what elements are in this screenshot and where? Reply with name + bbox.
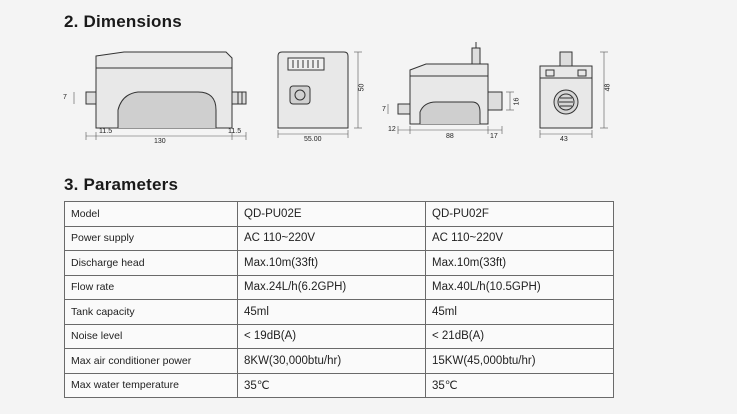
table-row — [65, 251, 614, 276]
front-width-dim: 55.00 — [304, 136, 322, 143]
param-value-f: < 21dB(A) — [426, 324, 614, 349]
side-view-drawing — [58, 48, 253, 148]
parameters-table — [64, 201, 614, 398]
outlet-height-dim: 16 — [513, 97, 521, 106]
table-row — [65, 226, 614, 251]
param-value-f: Max.10m(33ft) — [426, 251, 614, 276]
outlet-width-dim: 88 — [446, 133, 454, 140]
outlet-right-dim: 17 — [490, 133, 498, 140]
side-left-dim: 11.5 — [99, 128, 113, 135]
param-value-f: Max.40L/h(10.5GPH) — [426, 275, 614, 300]
end-view-illustration — [530, 48, 620, 148]
end-width-dim: 43 — [560, 136, 568, 143]
table-row — [65, 324, 614, 349]
param-label: Max air conditioner power — [65, 349, 238, 374]
param-label: Max water temperature — [65, 373, 238, 398]
param-label: Flow rate — [65, 275, 238, 300]
outlet-view-illustration — [380, 40, 530, 148]
dimensions-heading: 2. Dimensions — [64, 12, 182, 31]
front-height-dim: 50 — [358, 83, 366, 92]
param-value-e: AC 110~220V — [238, 226, 426, 251]
param-value-f: QD-PU02F — [426, 202, 614, 227]
parameters-heading: 3. Parameters — [64, 175, 179, 194]
param-value-f: 35℃ — [426, 373, 614, 398]
param-value-e: 45ml — [238, 300, 426, 325]
front-view-drawing — [270, 48, 370, 148]
param-value-e: 35℃ — [238, 373, 426, 398]
param-value-f: 15KW(45,000btu/hr) — [426, 349, 614, 374]
param-label: Noise level — [65, 324, 238, 349]
param-value-e: 8KW(30,000btu/hr) — [238, 349, 426, 374]
param-value-f: 45ml — [426, 300, 614, 325]
param-value-e: < 19dB(A) — [238, 324, 426, 349]
param-label: Model — [65, 202, 238, 227]
end-view-drawing — [530, 48, 620, 148]
outlet-view-drawing — [380, 40, 530, 148]
table-row — [65, 275, 614, 300]
table-row — [65, 373, 614, 398]
outlet-pipe-dim: 7 — [382, 106, 386, 113]
side-right-dim: 11.5 — [228, 128, 242, 135]
end-height-dim: 48 — [604, 83, 612, 92]
table-row — [65, 349, 614, 374]
param-value-f: AC 110~220V — [426, 226, 614, 251]
side-view-illustration — [58, 48, 253, 148]
param-value-e: Max.24L/h(6.2GPH) — [238, 275, 426, 300]
param-value-e: QD-PU02E — [238, 202, 426, 227]
outlet-pipe-left-dim: 12 — [388, 126, 396, 133]
table-row — [65, 202, 614, 227]
side-width-dim: 130 — [154, 138, 166, 145]
param-label: Discharge head — [65, 251, 238, 276]
table-row — [65, 300, 614, 325]
front-view-illustration — [270, 48, 370, 148]
param-label: Tank capacity — [65, 300, 238, 325]
side-pipe-dim: 7 — [63, 94, 67, 101]
param-label: Power supply — [65, 226, 238, 251]
param-value-e: Max.10m(33ft) — [238, 251, 426, 276]
